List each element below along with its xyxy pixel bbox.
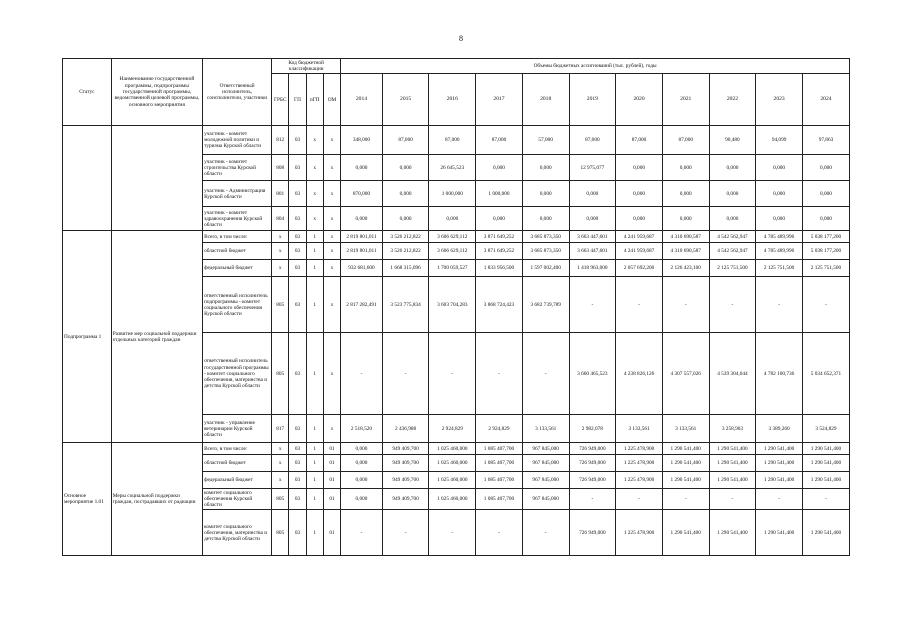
row-code-3: x (323, 415, 340, 443)
row-value-2018: 1 597 002,400 (522, 260, 569, 277)
row-value-2023: 1 290 541,400 (756, 510, 803, 556)
row-code-3: 01 (323, 510, 340, 556)
row-value-2014: 932 681,600 (341, 260, 383, 277)
row-value-2015: - (382, 333, 429, 415)
row-code-1: 03 (289, 231, 306, 243)
header-year-8: 2022 (709, 74, 756, 126)
row-value-2019: 12 975,077 (569, 155, 616, 181)
row-value-2019: 3 663 447,601 (569, 231, 616, 243)
row-value-2017: 2 924,829 (476, 415, 523, 443)
row-code-0: 804 (272, 207, 289, 231)
row-executor: комитет социального обеспечения, материнства и детства Курской области (203, 510, 272, 556)
row-value-2014: 0,000 (341, 155, 383, 181)
row-value-2020: 1 225 478,900 (616, 472, 663, 489)
row-value-2022: 1 290 541,400 (709, 443, 756, 455)
row-code-0: x (272, 472, 289, 489)
row-executor: Всего, в том числе: (203, 443, 272, 455)
row-value-2021: 0,000 (662, 155, 709, 181)
row-value-2022: 2 125 751,500 (709, 260, 756, 277)
row-value-2017: 1 000,000 (476, 181, 523, 207)
row-code-1: 03 (289, 207, 306, 231)
table-row (63, 231, 850, 243)
row-value-2022: - (709, 489, 756, 510)
header-year-2: 2016 (429, 74, 476, 126)
row-value-2014: 348,000 (341, 126, 383, 155)
row-value-2023: - (756, 277, 803, 333)
row-value-2015: 949 409,700 (382, 443, 429, 455)
row-value-2020: 4 241 959,687 (616, 243, 663, 260)
row-value-2014: 2 819 801,011 (341, 243, 383, 260)
row-value-2022: 0,000 (709, 181, 756, 207)
row-executor: комитет социального обеспечения Курской области (203, 489, 272, 510)
row-value-2021: 4 310 690,587 (662, 231, 709, 243)
row-value-2015: 3 523 775,834 (382, 277, 429, 333)
row-value-2024: 5 038 177,200 (802, 243, 849, 260)
row-executor: областной бюджет (203, 243, 272, 260)
row-value-2024: 0,000 (802, 181, 849, 207)
row-value-2019: - (569, 489, 616, 510)
row-value-2018: - (522, 333, 569, 415)
row-value-2017: 0,000 (476, 155, 523, 181)
row-value-2019: 1 418 963,000 (569, 260, 616, 277)
row-program-name: Меры социальной поддержки граждан, пострадавших от радиации (111, 443, 202, 556)
row-value-2019: 726 949,000 (569, 510, 616, 556)
row-value-2022: 4 542 562,947 (709, 243, 756, 260)
row-value-2017: 1 085 407,700 (476, 443, 523, 455)
row-value-2018: 0,000 (522, 207, 569, 231)
row-value-2018: 0,000 (522, 181, 569, 207)
row-value-2015: 2 436,988 (382, 415, 429, 443)
row-value-2020: 4 241 959,687 (616, 231, 663, 243)
row-value-2023: 0,000 (756, 155, 803, 181)
row-value-2017: 0,000 (476, 207, 523, 231)
row-value-2014: 2 817 282,491 (341, 277, 383, 333)
row-value-2021: 87,000 (662, 126, 709, 155)
row-value-2018: - (522, 510, 569, 556)
row-value-2015: 0,000 (382, 207, 429, 231)
row-value-2020: 1 225 478,900 (616, 455, 663, 472)
row-value-2023: 4 785 489,996 (756, 243, 803, 260)
row-value-2021: 0,000 (662, 207, 709, 231)
row-code-0: 812 (272, 126, 289, 155)
row-value-2020: - (616, 277, 663, 333)
row-code-1: 03 (289, 277, 306, 333)
row-value-2021: 1 290 541,400 (662, 455, 709, 472)
table-row (63, 443, 850, 455)
row-value-2024: 5 034 652,371 (802, 333, 849, 415)
row-value-2019: 3 663 447,601 (569, 243, 616, 260)
row-value-2015: 87,000 (382, 126, 429, 155)
row-executor: областной бюджет (203, 455, 272, 472)
row-value-2015: 949 409,700 (382, 472, 429, 489)
row-code-0: 805 (272, 277, 289, 333)
row-status: Основное мероприятие 1.01 (63, 443, 112, 556)
row-value-2021: - (662, 277, 709, 333)
row-value-2014: - (341, 510, 383, 556)
row-code-1: 03 (289, 489, 306, 510)
row-code-2: x (306, 207, 323, 231)
row-value-2019: 87,000 (569, 126, 616, 155)
row-value-2023: 4 782 100,736 (756, 333, 803, 415)
row-value-2019: 726 949,000 (569, 472, 616, 489)
row-value-2024: 3 524,829 (802, 415, 849, 443)
row-value-2016: 87,000 (429, 126, 476, 155)
row-code-1: 03 (289, 260, 306, 277)
row-code-0: 805 (272, 510, 289, 556)
row-executor: участник - комитет строительства Курской области (203, 155, 272, 181)
row-value-2016: 3 606 629,112 (429, 231, 476, 243)
row-value-2021: 1 290 541,400 (662, 510, 709, 556)
row-value-2024: 97,863 (802, 126, 849, 155)
row-value-2020: 87,000 (616, 126, 663, 155)
row-code-2: 1 (306, 231, 323, 243)
row-value-2016: 1 025 460,000 (429, 443, 476, 455)
row-value-2018: 3 133,561 (522, 415, 569, 443)
row-value-2020: 1 225 478,900 (616, 443, 663, 455)
row-code-3: x (323, 333, 340, 415)
row-value-2016: 1 025 460,000 (429, 489, 476, 510)
row-code-0: x (272, 260, 289, 277)
header-code-0: ГРБС (272, 74, 289, 126)
row-program-name: Развитие мер социальной поддержки отдельных категорий граждан (111, 231, 202, 443)
row-value-2023: 94,099 (756, 126, 803, 155)
header-year-6: 2020 (616, 74, 663, 126)
header-year-0: 2014 (341, 74, 383, 126)
header-year-9: 2023 (756, 74, 803, 126)
row-code-2: 1 (306, 472, 323, 489)
row-value-2019: 2 982,078 (569, 415, 616, 443)
row-value-2024: 0,000 (802, 207, 849, 231)
row-value-2015: 949 409,700 (382, 489, 429, 510)
row-value-2015: - (382, 510, 429, 556)
row-value-2017: 1 085 407,700 (476, 455, 523, 472)
row-code-1: 03 (289, 510, 306, 556)
row-value-2014: - (341, 333, 383, 415)
row-value-2022: 4 539 304,044 (709, 333, 756, 415)
row-code-2: x (306, 155, 323, 181)
row-value-2014: 2 518,520 (341, 415, 383, 443)
row-executor: участник - комитет молодежной политики и туризма Курской области (203, 126, 272, 155)
row-code-2: 1 (306, 510, 323, 556)
row-value-2015: 0,000 (382, 155, 429, 181)
row-value-2015: 0,000 (382, 181, 429, 207)
row-code-3: x (323, 181, 340, 207)
row-value-2020: 4 238 826,126 (616, 333, 663, 415)
row-code-1: 03 (289, 443, 306, 455)
row-program-name (111, 126, 202, 231)
row-code-2: x (306, 126, 323, 155)
page-number: 8 (459, 34, 463, 43)
row-value-2022: 3 258,903 (709, 415, 756, 443)
row-code-0: x (272, 231, 289, 243)
row-value-2021: 1 290 541,400 (662, 472, 709, 489)
row-value-2017: 1 085 407,700 (476, 489, 523, 510)
row-value-2018: 3 685 873,350 (522, 243, 569, 260)
row-value-2017: 3 868 724,423 (476, 277, 523, 333)
row-executor: федеральный бюджет (203, 472, 272, 489)
row-value-2014: 0,000 (341, 489, 383, 510)
header-volumes: Объемы бюджетных ассигнований (тыс. рублей), годы (341, 59, 850, 74)
row-value-2018: 967 845,000 (522, 489, 569, 510)
row-code-2: 1 (306, 277, 323, 333)
row-code-0: 808 (272, 155, 289, 181)
table-row (63, 126, 850, 155)
row-executor: федеральный бюджет (203, 260, 272, 277)
row-value-2016: 0,000 (429, 207, 476, 231)
row-value-2014: 0,000 (341, 443, 383, 455)
row-value-2014: 0,000 (341, 472, 383, 489)
row-value-2016: 26 645,523 (429, 155, 476, 181)
row-value-2019: - (569, 277, 616, 333)
row-code-3: 01 (323, 489, 340, 510)
header-year-10: 2024 (802, 74, 849, 126)
row-value-2022: 1 290 541,400 (709, 472, 756, 489)
row-value-2017: 87,000 (476, 126, 523, 155)
row-value-2016: - (429, 510, 476, 556)
row-value-2019: 3 660 465,523 (569, 333, 616, 415)
header-code-2: пГП (306, 74, 323, 126)
row-value-2019: 726 949,000 (569, 455, 616, 472)
row-code-0: 805 (272, 489, 289, 510)
row-value-2019: 0,000 (569, 181, 616, 207)
row-value-2014: 0,000 (341, 207, 383, 231)
row-value-2015: 3 526 212,822 (382, 231, 429, 243)
row-value-2024: 1 290 541,400 (802, 455, 849, 472)
table-header (63, 59, 850, 126)
row-code-0: x (272, 455, 289, 472)
row-status (63, 126, 112, 231)
row-value-2023: 1 290 541,400 (756, 472, 803, 489)
row-value-2023: 1 290 541,400 (756, 455, 803, 472)
row-value-2018: 967 845,000 (522, 472, 569, 489)
row-value-2017: 1 085 407,700 (476, 472, 523, 489)
row-value-2018: 3 685 873,350 (522, 231, 569, 243)
row-code-1: 03 (289, 472, 306, 489)
row-value-2017: 1 833 956,500 (476, 260, 523, 277)
row-value-2022: 1 290 541,400 (709, 455, 756, 472)
row-code-2: 1 (306, 415, 323, 443)
row-value-2018: 57,000 (522, 126, 569, 155)
row-code-2: x (306, 181, 323, 207)
row-code-0: 801 (272, 181, 289, 207)
table-body (63, 126, 850, 556)
row-code-1: 03 (289, 415, 306, 443)
row-value-2023: - (756, 489, 803, 510)
header-executor: Ответственный исполнитель, соисполнители, участники (203, 59, 272, 126)
row-code-1: 03 (289, 333, 306, 415)
row-value-2017: - (476, 333, 523, 415)
row-value-2024: 1 290 541,400 (802, 443, 849, 455)
header-year-5: 2019 (569, 74, 616, 126)
row-code-3: x (323, 126, 340, 155)
header-year-4: 2018 (522, 74, 569, 126)
row-value-2018: 0,000 (522, 155, 569, 181)
row-value-2023: 0,000 (756, 207, 803, 231)
row-value-2020: 0,000 (616, 207, 663, 231)
row-code-2: 1 (306, 260, 323, 277)
row-executor: ответственный исполнитель подпрограммы - комитет социального обеспечения Курской области (203, 277, 272, 333)
row-value-2022: 0,000 (709, 207, 756, 231)
row-value-2014: 870,000 (341, 181, 383, 207)
row-code-3: 01 (323, 455, 340, 472)
row-value-2021: 4 307 557,026 (662, 333, 709, 415)
row-code-2: 1 (306, 455, 323, 472)
row-value-2024: - (802, 489, 849, 510)
row-value-2022: 90,480 (709, 126, 756, 155)
row-value-2024: 5 038 177,200 (802, 231, 849, 243)
row-value-2021: 3 133,561 (662, 415, 709, 443)
row-value-2018: 967 845,000 (522, 455, 569, 472)
row-code-3: x (323, 231, 340, 243)
row-value-2023: 1 290 541,400 (756, 443, 803, 455)
row-value-2018: 967 845,000 (522, 443, 569, 455)
row-executor: участник - управление ветеринарии Курской области (203, 415, 272, 443)
row-code-1: 03 (289, 126, 306, 155)
row-value-2024: 2 125 751,500 (802, 260, 849, 277)
row-value-2022: 1 290 541,400 (709, 510, 756, 556)
row-value-2020: 2 057 692,200 (616, 260, 663, 277)
row-code-2: 1 (306, 333, 323, 415)
row-value-2020: 3 133,561 (616, 415, 663, 443)
row-code-1: 03 (289, 155, 306, 181)
row-value-2016: 2 924,829 (429, 415, 476, 443)
row-code-1: 03 (289, 181, 306, 207)
row-value-2024: 0,000 (802, 155, 849, 181)
row-value-2021: 1 290 541,400 (662, 443, 709, 455)
row-code-0: x (272, 243, 289, 260)
row-executor: Всего, в том числе: (203, 231, 272, 243)
header-year-3: 2017 (476, 74, 523, 126)
row-value-2016: 1 000,000 (429, 181, 476, 207)
row-value-2024: - (802, 277, 849, 333)
row-value-2017: 3 871 649,252 (476, 243, 523, 260)
row-value-2020: 0,000 (616, 181, 663, 207)
row-executor: ответственный исполнитель государственной программы - комитет социального обеспечения, материнства и детства Курской области (203, 333, 272, 415)
row-code-3: x (323, 155, 340, 181)
row-value-2020: 1 225 478,900 (616, 510, 663, 556)
header-status: Статус (63, 59, 112, 126)
row-value-2022: 0,000 (709, 155, 756, 181)
row-value-2021: - (662, 489, 709, 510)
row-value-2016: 3 603 704,283 (429, 277, 476, 333)
row-value-2019: 726 949,000 (569, 443, 616, 455)
row-value-2024: 1 290 541,400 (802, 472, 849, 489)
budget-allocation-table (62, 58, 850, 556)
row-code-3: x (323, 260, 340, 277)
row-value-2014: 0,000 (341, 455, 383, 472)
header-code-3: ОМ (323, 74, 340, 126)
row-value-2016: 1 025 460,000 (429, 455, 476, 472)
row-value-2014: 2 819 801,011 (341, 231, 383, 243)
row-code-0: 805 (272, 333, 289, 415)
header-code-1: ГП (289, 74, 306, 126)
row-value-2023: 3 389,260 (756, 415, 803, 443)
row-value-2015: 949 409,700 (382, 455, 429, 472)
row-value-2016: 1 700 059,527 (429, 260, 476, 277)
row-value-2016: 1 025 460,000 (429, 472, 476, 489)
row-value-2020: 0,000 (616, 155, 663, 181)
row-code-3: x (323, 243, 340, 260)
row-value-2023: 4 785 489,996 (756, 231, 803, 243)
row-value-2022: - (709, 277, 756, 333)
header-year-1: 2015 (382, 74, 429, 126)
row-code-3: 01 (323, 443, 340, 455)
row-value-2015: 1 668 315,096 (382, 260, 429, 277)
row-value-2016: - (429, 333, 476, 415)
row-value-2021: 4 310 690,587 (662, 243, 709, 260)
row-value-2018: 3 682 739,789 (522, 277, 569, 333)
row-value-2020: - (616, 489, 663, 510)
row-value-2017: - (476, 510, 523, 556)
header-name: Наименование государственной программы, подпрограммы государственной программы, ведомственной целевой программы, основного мероприятия (111, 59, 202, 126)
row-value-2015: 3 526 212,822 (382, 243, 429, 260)
row-value-2016: 3 606 629,112 (429, 243, 476, 260)
header-year-7: 2021 (662, 74, 709, 126)
row-code-2: 1 (306, 443, 323, 455)
row-value-2023: 0,000 (756, 181, 803, 207)
row-value-2019: 0,000 (569, 207, 616, 231)
row-value-2021: 0,000 (662, 181, 709, 207)
row-code-3: 01 (323, 472, 340, 489)
row-code-0: 817 (272, 415, 289, 443)
row-executor: участник - Администрация Курской области (203, 181, 272, 207)
row-code-3: x (323, 277, 340, 333)
row-executor: участник - комитет здравоохранения Курской области (203, 207, 272, 231)
row-code-1: 03 (289, 243, 306, 260)
row-code-0: x (272, 443, 289, 455)
row-value-2022: 4 542 562,947 (709, 231, 756, 243)
row-value-2024: 1 290 541,400 (802, 510, 849, 556)
row-value-2023: 2 125 751,500 (756, 260, 803, 277)
row-code-2: 1 (306, 243, 323, 260)
row-code-3: x (323, 207, 340, 231)
header-budget-code: Код бюджетной классификации (272, 59, 341, 74)
row-value-2021: 2 126 423,100 (662, 260, 709, 277)
row-code-1: 03 (289, 455, 306, 472)
row-code-2: 1 (306, 489, 323, 510)
row-status: Подпрограмма 1 (63, 231, 112, 443)
row-value-2017: 3 871 649,252 (476, 231, 523, 243)
